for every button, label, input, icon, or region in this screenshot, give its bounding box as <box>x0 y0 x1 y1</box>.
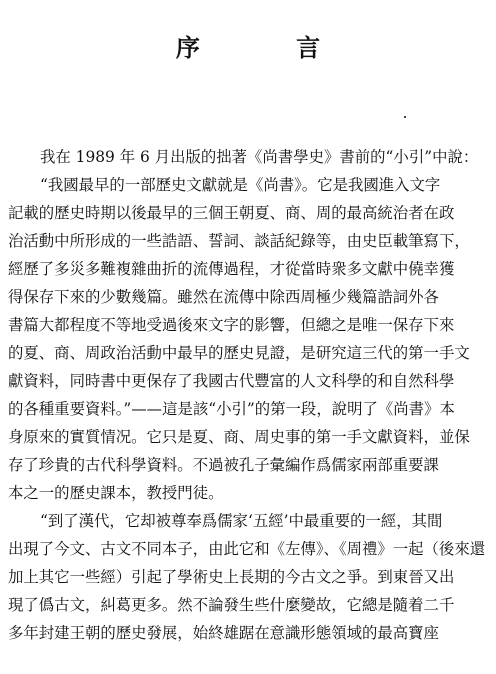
text-line: 的夏、商、周政治活動中最早的歷史見證，是研究這三代的第一手文 <box>8 344 470 362</box>
text-line: 的各種重要資料。”——這是該“小引”的第一段，說明了《尚書》本 <box>8 400 455 418</box>
body-text <box>8 143 486 647</box>
page-title: 序 言 <box>175 33 365 62</box>
text-line: 獻資料，同時書中更保存了我國古代豐富的人文科學的和自然科學 <box>8 372 455 390</box>
print-speck <box>404 116 406 118</box>
text-line: 治活動中所形成的一些誥語、誓詞、談話紀錄等，由史臣載筆寫下， <box>8 232 470 250</box>
text-line: 書篇大都程度不等地受過後來文字的影響，但總之是唯一保存下來 <box>8 316 455 334</box>
text-line: 得保存下來的少數幾篇。雖然在流傳中除西周極少幾篇誥詞外各 <box>8 288 439 306</box>
text-line: “到了漢代，它却被尊奉爲儒家‘五經’中最重要的一經，其間 <box>40 512 443 530</box>
text-line: 加上其它一些經）引起了學術史上長期的今古文之爭。到東晉又出 <box>8 568 455 586</box>
text-line: 經歷了多災多難複雜曲折的流傳過程，才從當時衆多文獻中僥幸獲 <box>8 260 455 278</box>
text-line: 我在 1989 年 6 月出版的拙著《尚書學史》書前的“小引”中說： <box>40 148 479 166</box>
text-line: 出現了今文、古文不同本子，由此它和《左傳》、《周禮》一起（後來還 <box>8 540 486 558</box>
text-line: “我國最早的一部歷史文獻就是《尚書》。它是我國進入文字 <box>40 176 441 194</box>
text-line: 本之一的歷史課本，教授門徒。 <box>8 484 224 502</box>
text-line: 記載的歷史時期以後最早的三個王朝夏、商、周的最高統治者在政 <box>8 204 455 222</box>
text-line: 存了珍貴的古代科學資料。不過被孔子彙編作爲儒家兩部重要課 <box>8 456 439 474</box>
text-line: 多年封建王朝的歷史發展，始終雄踞在意識形態領域的最高寶座 <box>8 624 439 642</box>
text-line: 身原來的實質情况。它只是夏、商、周史事的第一手文獻資料，並保 <box>8 428 470 446</box>
text-line: 現了僞古文，糾葛更多。然不論發生些什麼變故，它總是隨着二千 <box>8 596 455 614</box>
